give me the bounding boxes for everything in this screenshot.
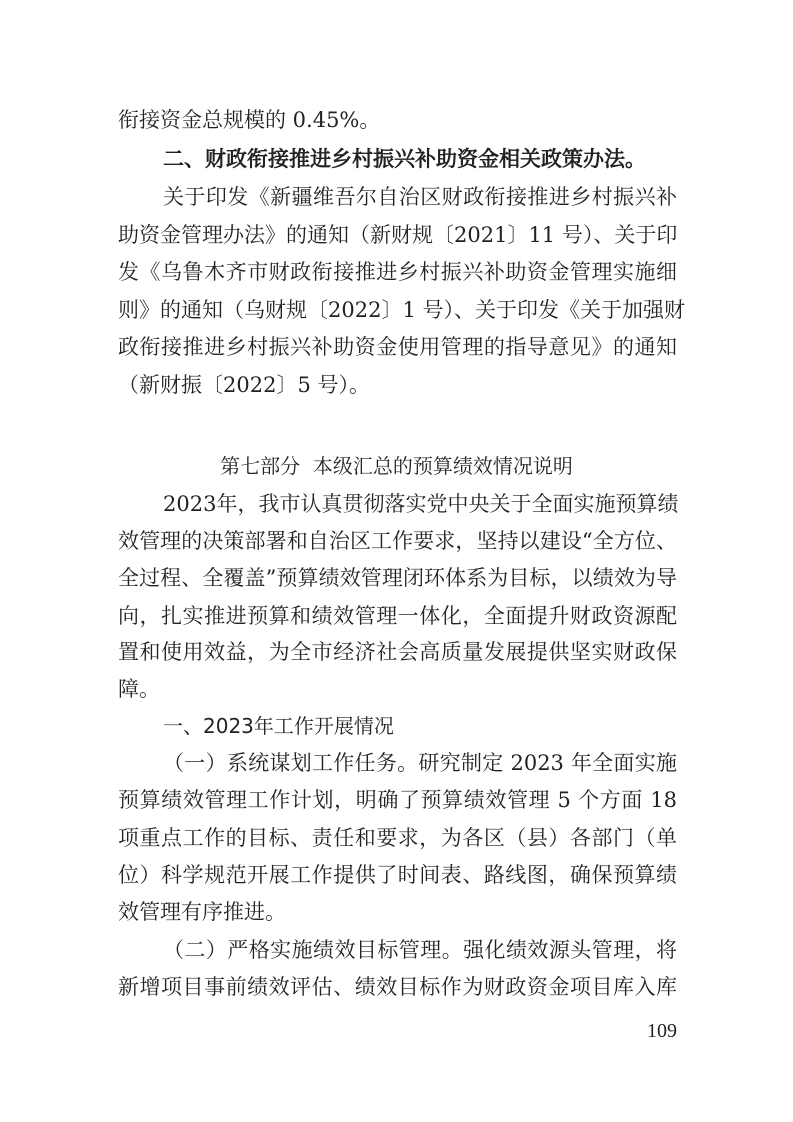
text-line: （二）严格实施绩效目标管理。强化绩效源头管理，将 xyxy=(163,938,677,962)
section-heading: 二、财政衔接推进乡村振兴补助资金相关政策办法。 xyxy=(163,147,646,171)
text-line: 置和使用效益，为全市经济社会高质量发展提供坚实财政保 xyxy=(118,640,677,664)
text-line: 发《乌鲁木齐市财政衔接推进乡村振兴补助资金管理实施细 xyxy=(118,260,677,284)
text-line: 位）科学规范开展工作提供了时间表、路线图，确保预算绩 xyxy=(118,863,677,887)
text-line: 助资金管理办法》的通知（新财规〔2021〕11 号）、关于印 xyxy=(118,223,678,247)
text-line: 衔接资金总规模的 0.45%。 xyxy=(118,108,381,132)
page-number: 109 xyxy=(647,1020,677,1042)
text-line: 全过程、全覆盖”预算绩效管理闭环体系为目标，以绩效为导 xyxy=(118,566,677,590)
part-title: 第七部分 本级汇总的预算绩效情况说明 xyxy=(220,454,573,478)
text-line: 2023年，我市认真贯彻落实党中央关于全面实施预算绩 xyxy=(163,492,679,516)
text-line: 新增项目事前绩效评估、绩效目标作为财政资金项目库入库 xyxy=(118,975,677,999)
text-line: 效管理有序推进。 xyxy=(118,900,286,924)
text-line: 向，扎实推进预算和绩效管理一体化，全面提升财政资源配 xyxy=(118,604,677,628)
text-line: （新财振〔2022〕5 号）。 xyxy=(118,373,370,397)
text-line: 障。 xyxy=(118,677,160,701)
text-line: 效管理的决策部署和自治区工作要求，坚持以建设“全方位、 xyxy=(118,529,677,553)
text-line: 预算绩效管理工作计划，明确了预算绩效管理 5 个方面 18 xyxy=(118,788,677,812)
text-line: 关于印发《新疆维吾尔自治区财政衔接推进乡村振兴补 xyxy=(163,185,677,209)
text-line: 政衔接推进乡村振兴补助资金使用管理的指导意见》的通知 xyxy=(118,335,677,359)
text-line: 则》的通知（乌财规〔2022〕1 号）、关于印发《关于加强财 xyxy=(118,298,685,322)
subheading: 一、2023年工作开展情况 xyxy=(163,714,394,738)
text-line: 项重点工作的目标、责任和要求，为各区（县）各部门（单 xyxy=(118,826,677,850)
text-line: （一）系统谋划工作任务。研究制定 2023 年全面实施 xyxy=(163,751,677,775)
